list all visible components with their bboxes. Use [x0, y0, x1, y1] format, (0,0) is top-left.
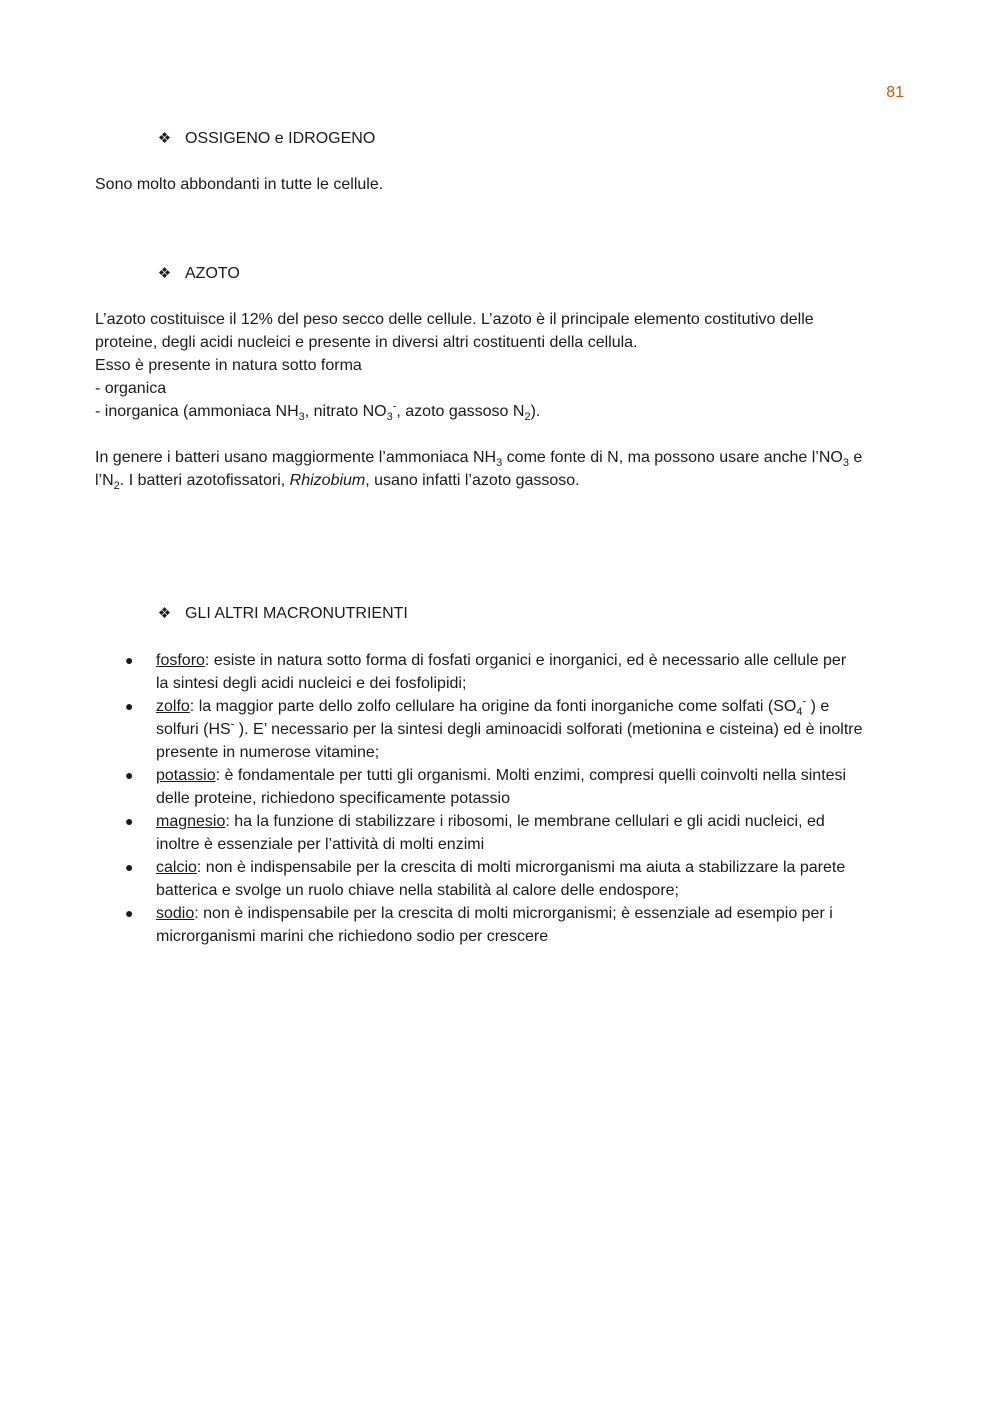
text-run: solfuri (HS — [156, 721, 231, 738]
text-run: : non è indispensabile per la crescita di molti microrganismi; è essenziale ad esempio per i — [194, 905, 833, 922]
term: sodio — [156, 905, 195, 922]
diamond-bullet-icon: ❖ — [157, 130, 172, 147]
subscript: 2 — [524, 411, 531, 424]
list-item-zolfo — [95, 695, 910, 764]
text-run: : ha la funzione di stabilizzare i ribosomi, le membrane cellulari e gli acidi nucleici, ed — [225, 813, 825, 830]
text-line: inoltre è essenziale per l’attività di molti enzimi — [156, 836, 485, 853]
italic-term: Rhizobium — [289, 472, 366, 489]
term: calcio — [156, 859, 197, 876]
bullet-icon: ● — [125, 859, 134, 875]
text-line — [156, 902, 910, 925]
text-run: , nitrato NO — [304, 403, 387, 420]
text-run: : non è indispensabile per la crescita di molti microrganismi ma aiuta a stabilizzare la parete — [196, 859, 846, 876]
section-heading-macronutrienti — [157, 604, 408, 624]
bullet-icon: ● — [125, 767, 134, 783]
text-line — [156, 856, 910, 879]
text-run: ) e — [806, 698, 830, 715]
heading-text: GLI ALTRI MACRONUTRIENTI — [185, 605, 408, 622]
subscript: 4 — [796, 706, 803, 719]
text-line: L’azoto costituisce il 12% del peso secco delle cellule. L’azoto è il principale elemento costitutivo delle — [95, 311, 814, 328]
text-run: , usano infatti l’azoto gassoso. — [365, 472, 580, 489]
text-line — [95, 446, 910, 469]
text-run: - inorganica (ammoniaca NH — [95, 403, 299, 420]
term: magnesio — [156, 813, 226, 830]
text-line — [156, 649, 910, 672]
list-item-sodio — [95, 902, 910, 948]
term: fosforo — [156, 652, 205, 669]
diamond-bullet-icon: ❖ — [157, 265, 172, 282]
term: potassio — [156, 767, 216, 784]
text-run: : esiste in natura sotto forma di fosfati organici e inorganici, ed è necessario alle cellule per — [204, 652, 847, 669]
text-line: microrganismi marini che richiedono sodio per crescere — [156, 928, 549, 945]
list-item-magnesio — [95, 810, 910, 856]
text-line — [156, 810, 910, 833]
text-run: , azoto gassoso N — [396, 403, 525, 420]
superscript: - — [392, 400, 397, 413]
list-item-potassio — [95, 764, 910, 810]
text-run: : la maggior parte dello zolfo cellulare ha origine da fonti inorganiche come solfati (SO — [189, 698, 797, 715]
text-run: : è fondamentale per tutti gli organismi. Molti enzimi, compresi quelli coinvolti nella sintesi — [215, 767, 847, 784]
text-line — [95, 469, 910, 492]
text-line: la sintesi degli acidi nucleici e dei fosfolipidi; — [156, 675, 467, 692]
text-line: delle proteine, richiedono specificamente potassio — [156, 790, 510, 807]
paragraph-azoto-1 — [95, 308, 910, 423]
subscript: 3 — [842, 457, 849, 470]
text-run: ). — [530, 403, 541, 420]
subscript: 2 — [113, 480, 120, 493]
text-line: presente in numerose vitamine; — [156, 744, 380, 761]
bullet-icon: ● — [125, 652, 134, 668]
text-line — [156, 764, 910, 787]
macronutrient-list — [95, 649, 910, 948]
text-line: batterica e svolge un ruolo chiave nella stabilità al calore delle endospore; — [156, 882, 679, 899]
term: zolfo — [156, 698, 190, 715]
paragraph-azoto-2 — [95, 446, 910, 492]
diamond-bullet-icon: ❖ — [157, 605, 172, 622]
text-line: - organica — [95, 380, 167, 397]
page-number: 81 — [886, 84, 904, 101]
bullet-icon: ● — [125, 698, 134, 714]
text-line: proteine, degli acidi nucleici e presente in diversi altri costituenti della cellula. — [95, 334, 638, 351]
subscript: 3 — [298, 411, 305, 424]
subscript: 3 — [386, 411, 393, 424]
heading-text: AZOTO — [185, 265, 240, 282]
text-run: e — [848, 449, 863, 466]
bullet-icon: ● — [125, 813, 134, 829]
paragraph-ossigeno — [95, 173, 910, 196]
list-item-calcio — [95, 856, 910, 902]
section-heading-azoto — [157, 264, 240, 284]
bullet-icon: ● — [125, 905, 134, 921]
text-run: ). E’ necessario per la sintesi degli aminoacidi solforati (metionina e cisteina) ed è inoltre — [234, 721, 863, 738]
superscript: - — [802, 695, 807, 708]
text-run: l’N — [95, 472, 114, 489]
section-heading-ossigeno — [157, 129, 375, 149]
text-line — [95, 400, 910, 423]
text-line: Sono molto abbondanti in tutte le cellule. — [95, 176, 384, 193]
text-run: come fonte di N, ma possono usare anche l’NO — [502, 449, 843, 466]
heading-text: OSSIGENO e IDROGENO — [185, 130, 376, 147]
list-item-fosforo — [95, 649, 910, 695]
text-run: In genere i batteri usano maggiormente l’ammoniaca NH — [95, 449, 497, 466]
text-line: Esso è presente in natura sotto forma — [95, 357, 362, 374]
text-line — [156, 695, 910, 718]
text-run: . I batteri azotofissatori, — [119, 472, 290, 489]
superscript: - — [230, 718, 235, 731]
text-line — [156, 718, 910, 741]
subscript: 3 — [496, 457, 503, 470]
